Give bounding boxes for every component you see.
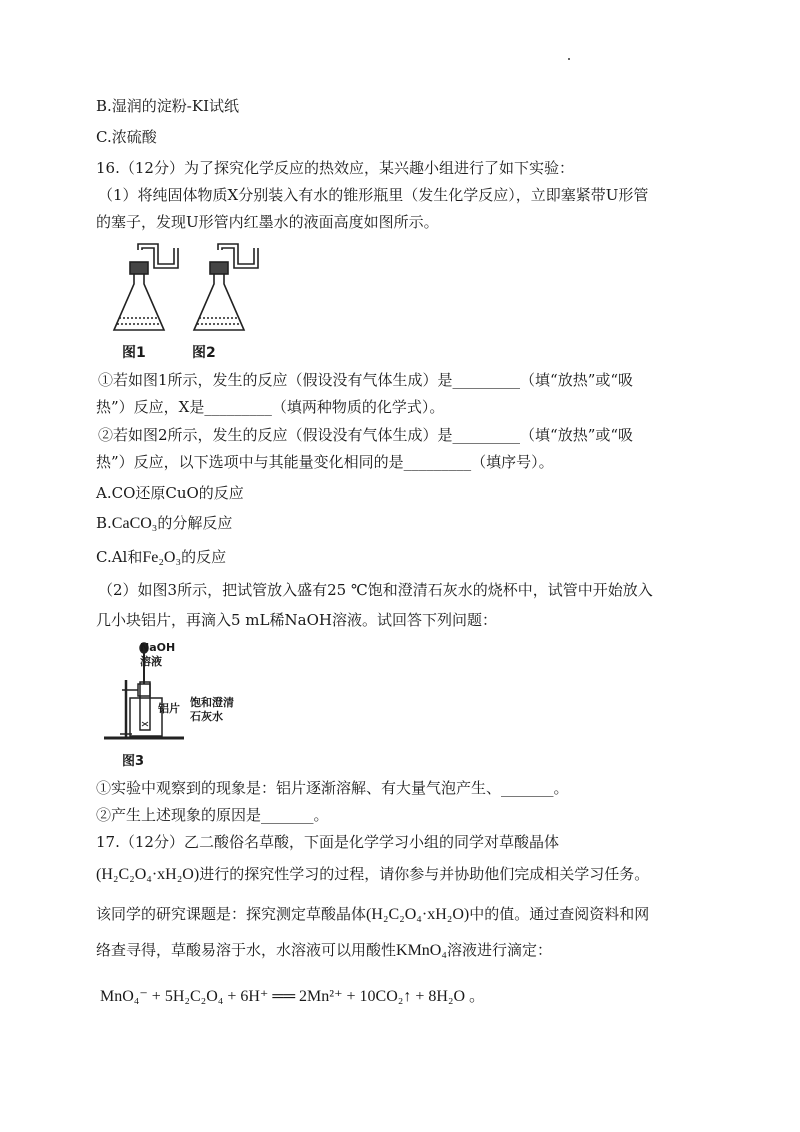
figure-3-label: 图3	[122, 754, 145, 769]
flask-figures-1-2	[108, 240, 278, 340]
question-17-line3: 该同学的研究课题是：探究测定草酸晶体(H₂C₂O₄·xH₂O)中的值。通过查阅资料和网	[96, 905, 650, 923]
question-16-part1-line2: 的塞子，发现U形管内红墨水的液面高度如图所示。	[96, 213, 439, 231]
formula-caco3: CaCO₃	[111, 515, 158, 532]
answer-b: B.CaCO₃的分解反应	[96, 514, 233, 532]
question-16-part1-line1: （1）将纯固体物质X分别装入有水的锥形瓶里（发生化学反应），立即塞紧带U形管	[98, 186, 649, 204]
figure-1-flask	[114, 244, 178, 330]
question-17-line4: 络查寻得，草酸易溶于水，水溶液可以用酸性KMnO₄溶液进行滴定：	[96, 941, 552, 959]
observation-2: ②产生上述现象的原因是_______。	[96, 806, 329, 824]
figure-2-flask	[194, 244, 258, 330]
question-17-line2: (H₂C₂O₄·xH₂O)进行的探究性学习的过程，请你参与并协助他们完成相关学习任务。	[96, 865, 650, 883]
option-b: B.湿润的淀粉-KI试纸	[96, 97, 239, 115]
question-16-part2-line2: 几小块铝片，再滴入5 mL稀NaOH溶液。试回答下列问题：	[96, 611, 497, 629]
figure-2-label: 图2	[192, 345, 216, 361]
question-16-part2-line1: （2）如图3所示，把试管放入盛有25 ℃饱和澄清石灰水的烧杯中，试管中开始放入	[98, 581, 653, 599]
formula-fe2o3: Fe₂O₃	[142, 549, 182, 566]
subq-1-line2: 热”）反应，X是_________（填两种物质的化学式）。	[96, 398, 445, 416]
observation-1: ①实验中观察到的现象是：铝片逐渐溶解、有大量气泡产生、_______。	[96, 779, 569, 797]
subq-2-line1: ②若如图2所示，发生的反应（假设没有气体生成）是_________（填“放热”或“吸	[98, 426, 634, 444]
subq-1-line1: ①若如图1所示，发生的反应（假设没有气体生成）是_________（填“放热”或“吸	[98, 371, 634, 389]
option-c: C.浓硫酸	[96, 128, 157, 146]
fig3-aluminum-label: 铝片	[158, 702, 180, 715]
answer-a: A.CO还原CuO的反应	[96, 484, 244, 502]
formula-oxalic-crystal-2: (H₂C₂O₄·xH₂O)	[366, 906, 470, 923]
fig3-limewater-label: 饱和澄清 石灰水	[190, 696, 234, 723]
subq-2-line2: 热”）反应，以下选项中与其能量变化相同的是_________（填序号）。	[96, 453, 554, 471]
answer-c: C.Al和Fe₂O₃的反应	[96, 548, 227, 566]
formula-oxalic-crystal: (H₂C₂O₄·xH₂O)	[96, 866, 200, 883]
fig3-naoh-label: NaOH 溶液	[140, 641, 176, 668]
titration-equation: MnO₄⁻ + 5H₂C₂O₄ + 6H⁺ ══ 2Mn²⁺ + 10CO₂↑ + 8H₂O 。	[100, 988, 486, 1005]
question-16-title: 16.（12分）为了探究化学反应的热效应，某兴趣小组进行了如下实验：	[96, 159, 574, 177]
formula-kmno4: KMnO₄	[396, 942, 447, 959]
question-17-title: 17.（12分）乙二酸俗名草酸，下面是化学学习小组的同学对草酸晶体	[96, 833, 559, 851]
page-mark	[568, 58, 570, 60]
figure-1-label: 图1	[122, 345, 146, 361]
